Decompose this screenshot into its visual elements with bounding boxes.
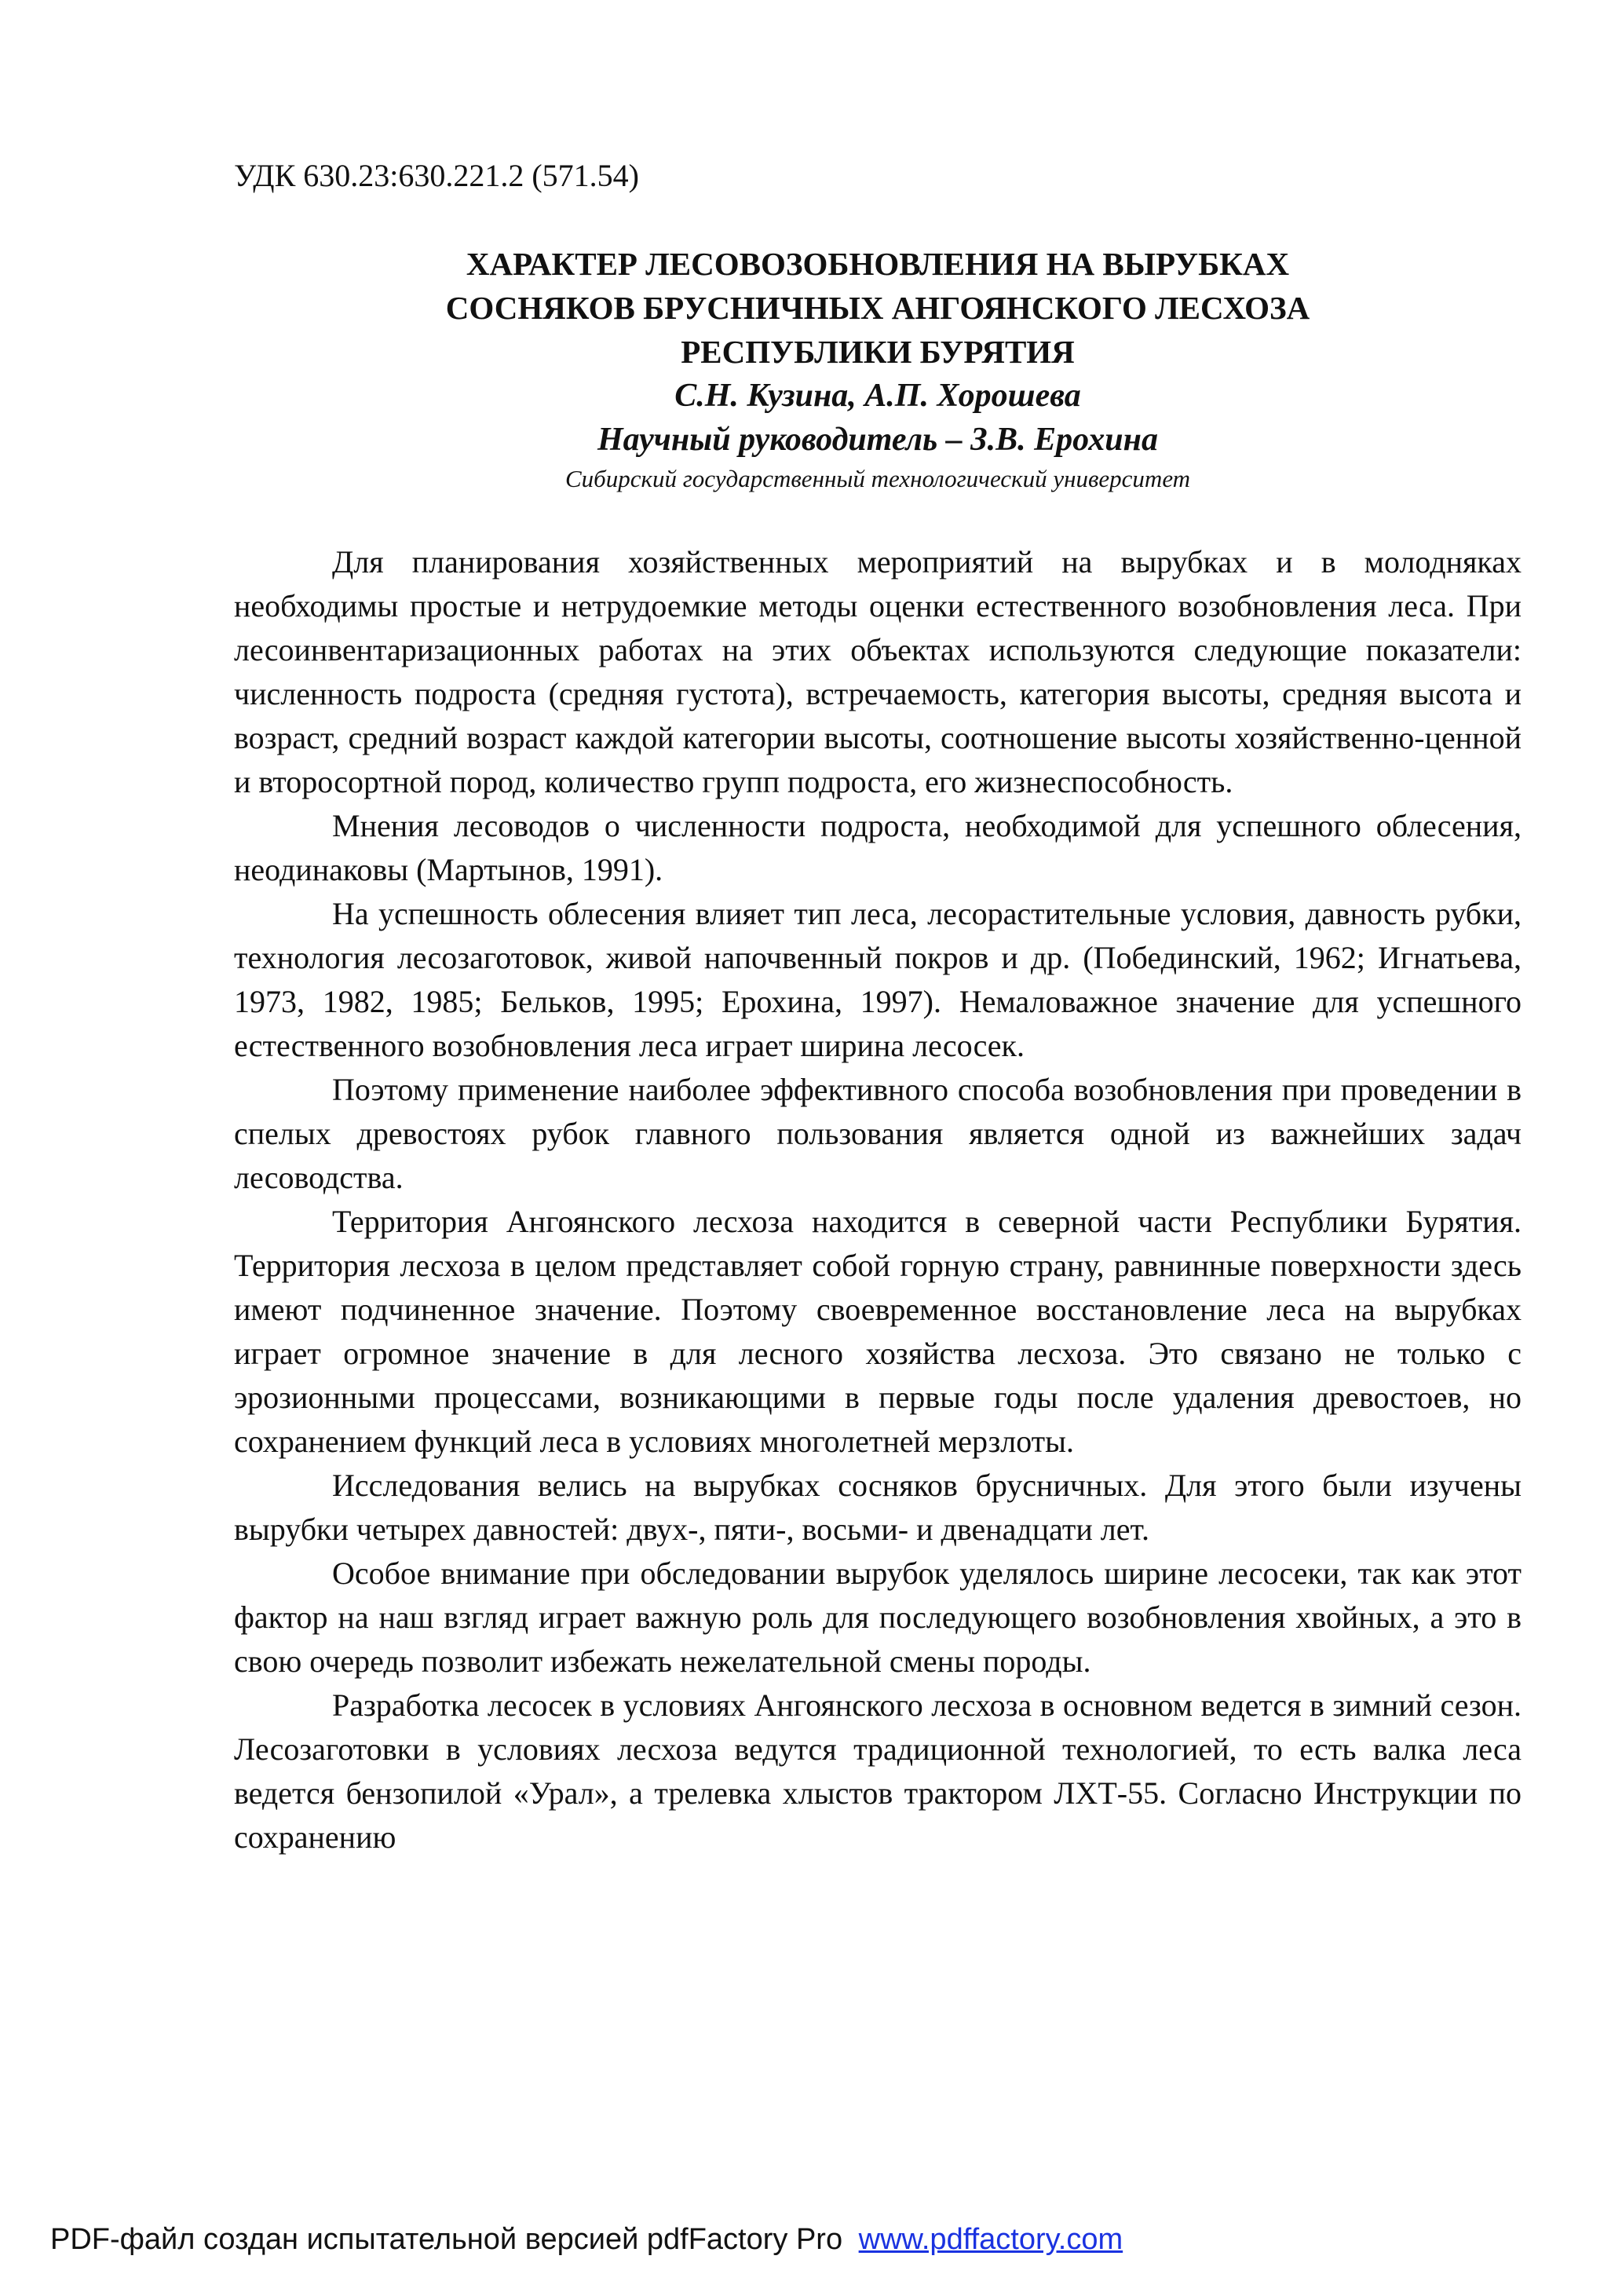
- paragraph-2: Мнения лесоводов о численности подроста, необходимой для успешного облесения, неодинаковы (Мартынов, 1991).: [234, 808, 1522, 887]
- article-title: [234, 242, 1522, 374]
- title-line-1: ХАРАКТЕР ЛЕСОВОЗОБНОВЛЕНИЯ НА ВЫРУБКАХ: [466, 246, 1290, 282]
- affiliation: Сибирский государственный технологический университет: [564, 465, 1191, 492]
- authors: С.Н. Кузина, А.П. Хорошева: [674, 378, 1081, 414]
- title-line-3: РЕСПУБЛИКИ БУРЯТИЯ: [681, 334, 1075, 370]
- paragraph-1: Для планирования хозяйственных мероприятий на вырубках и в молодняках необходимы простые и нетрудоемкие методы оценки естественного возобновления леса. При лесоинвентаризационных работах на этих объектах используются следующие показатели: численность подроста (средняя густота), встречаемость, категория высоты, средняя высота и возраст, средний возраст каждой категории высоты, соотношение высоты хозяйственно-ценной и второсортной пород, количество групп подроста, его жизнеспособность.: [234, 544, 1522, 799]
- paragraph-3: На успешность облесения влияет тип леса, лесорастительные условия, давность рубки, технология лесозаготовок, живой напочвенный покров и др. (Побединский, 1962; Игнатьева, 1973, 1982, 1985; Бельков, 1995; Ерохина, 1997). Немаловажное значение для успешного естественного возобновления леса играет ширина лесосек.: [234, 896, 1522, 1063]
- paragraph-6: Исследования велись на вырубках сосняков брусничных. Для этого были изучены вырубки четырех давностей: двух-, пяти-, восьми- и двенадцати лет.: [234, 1468, 1522, 1547]
- udk-code: УДК 630.23:630.221.2 (571.54): [234, 158, 639, 193]
- paragraph-7: Особое внимание при обследовании вырубок уделялось ширине лесосеки, так как этот фактор на наш взгляд играет важную роль для последующего возобновления хвойных, а это в свою очередь позволит избежать нежелательной смены породы.: [234, 1556, 1522, 1679]
- paragraph-4: Поэтому применение наиболее эффективного способа возобновления при проведении в спелых древостоях рубок главного пользования является одной из важнейших задач лесоводства.: [234, 1072, 1522, 1195]
- footer-link[interactable]: www.pdffactory.com: [858, 2223, 1123, 2256]
- footer-text: PDF-файл создан испытательной версией pdfFactory Pro: [50, 2223, 843, 2256]
- article-body: [234, 540, 1522, 1859]
- paragraph-8: Разработка лесосек в условиях Ангоянского лесхоза в основном ведется в зимний сезон. Лесозаготовки в условиях лесхоза ведутся традиционной технологией, то есть валка леса ведется бензопилой «Урал», а трелевка хлыстов трактором ЛХТ-55. Согласно Инструкции по сохранению: [234, 1687, 1522, 1855]
- title-line-2: СОСНЯКОВ БРУСНИЧНЫХ АНГОЯНСКОГО ЛЕСХОЗА: [445, 290, 1310, 326]
- supervisor: Научный руководитель – З.В. Ерохина: [597, 422, 1158, 458]
- pdf-watermark-footer: [50, 2221, 1123, 2258]
- paragraph-5: Территория Ангоянского лесхоза находится в северной части Республики Бурятия. Территория лесхоза в целом представляет собой горную страну, равнинные поверхности здесь имеют подчиненное значение. Поэтому своевременное восстановление леса на вырубках играет огромное значение в для лесного хозяйства лесхоза. Это связано не только с эрозионными процессами, возникающими в первые годы после удаления древостоев, но сохранением функций леса в условиях многолетней мерзлоты.: [234, 1204, 1522, 1459]
